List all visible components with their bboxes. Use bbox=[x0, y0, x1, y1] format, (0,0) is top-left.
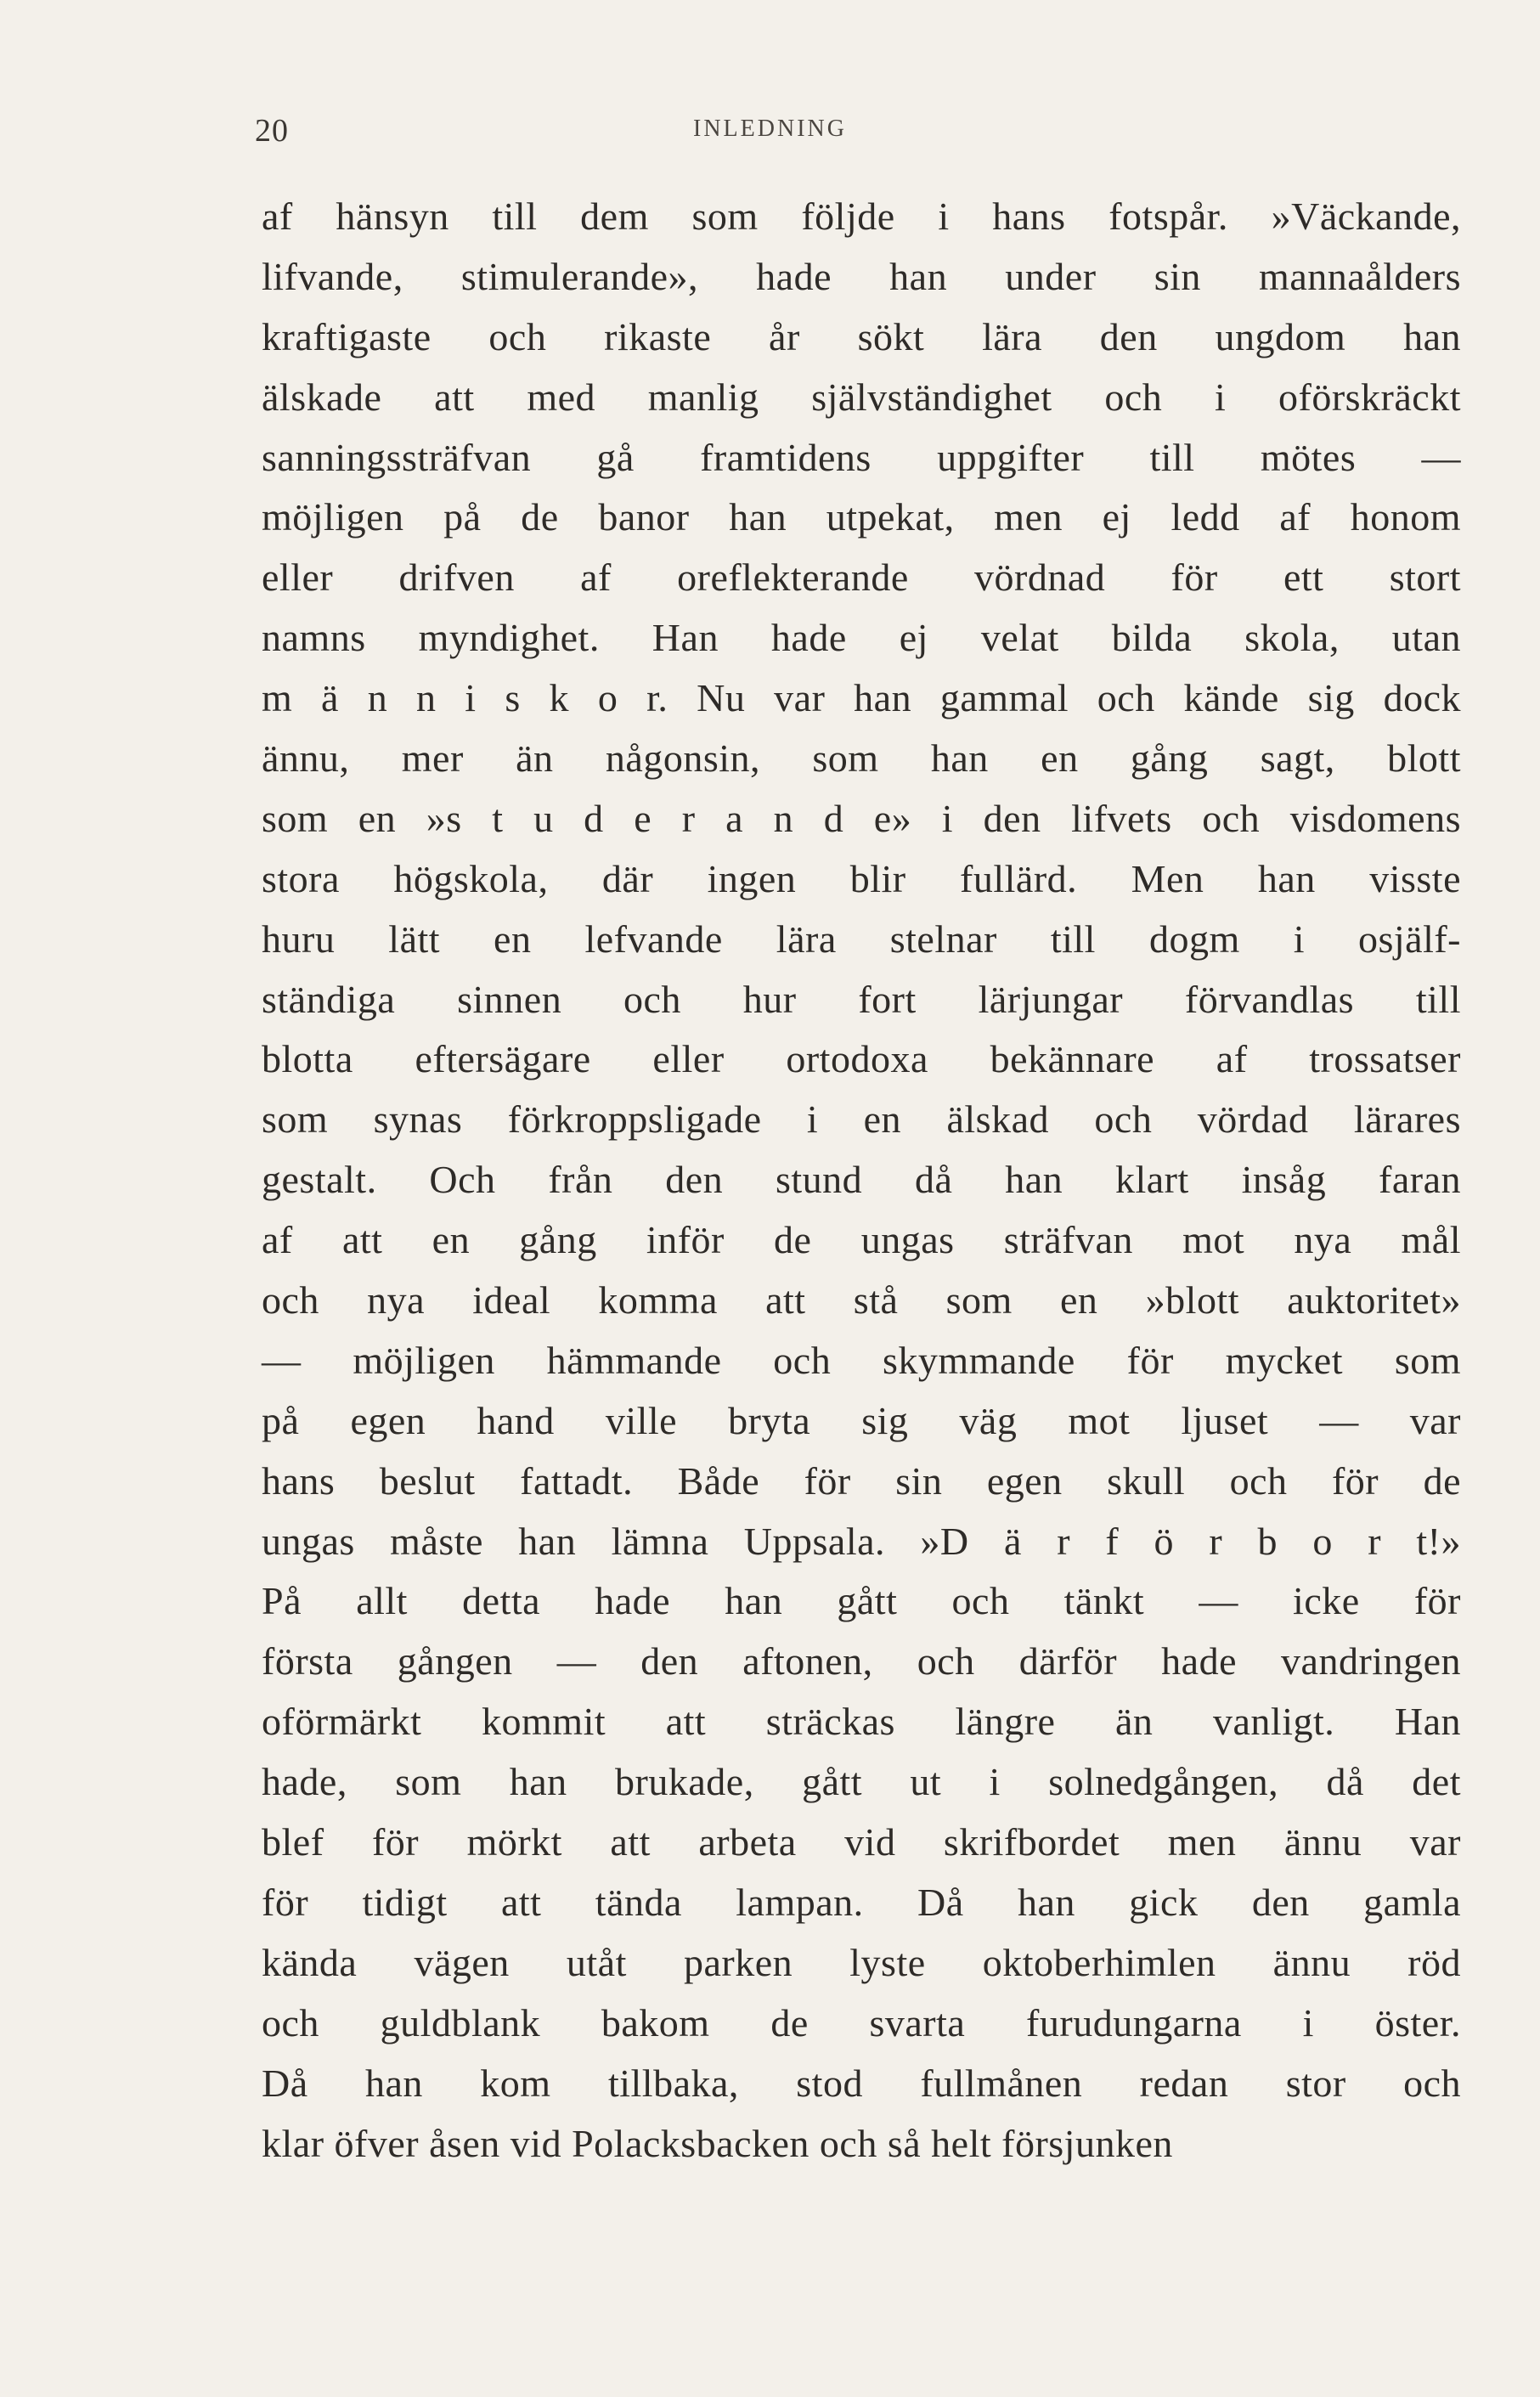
text-line-30: kända vägen utåt parken lyste oktoberhimlen ännu röd bbox=[262, 1940, 1461, 1984]
running-title: INLEDNING bbox=[693, 116, 847, 142]
text-line-22: hans beslut fattadt. Både för sin egen skull och för de bbox=[262, 1458, 1461, 1503]
body-text bbox=[262, 187, 1461, 2174]
text-line-27: hade, som han brukade, gått ut i solnedgången, då det bbox=[262, 1760, 1461, 1804]
text-line-4: älskade att med manlig självständighet och i oförskräckt bbox=[262, 375, 1461, 419]
text-line-21: på egen hand ville bryta sig väg mot ljuset — var bbox=[262, 1398, 1461, 1442]
text-line-25: första gången — den aftonen, och därför hade vandringen bbox=[262, 1639, 1461, 1684]
text-line-1: af hänsyn till dem som följde i hans fotspår. »Väckande, bbox=[262, 195, 1461, 238]
text-line-10: ännu, mer än någonsin, som han en gång sagt, blott bbox=[262, 736, 1461, 781]
text-line-26: oförmärkt kommit att sträckas längre än vanligt. Han bbox=[262, 1700, 1461, 1744]
text-line-3: kraftigaste och rikaste år sökt lära den ungdom han bbox=[262, 314, 1461, 358]
text-line-24: På allt detta hade han gått och tänkt — icke för bbox=[262, 1579, 1461, 1623]
text-line-32: Då han kom tillbaka, stod fullmånen redan stor och bbox=[262, 2061, 1461, 2105]
text-line-15: blotta eftersägare eller ortodoxa bekännare af trossatser bbox=[262, 1037, 1461, 1081]
text-line-18: af att en gång inför de ungas sträfvan mot nya mål bbox=[262, 1218, 1461, 1262]
text-line-14: ständiga sinnen och hur fort lärjungar förvandlas till bbox=[262, 977, 1461, 1021]
text-line-11: som en »s t u d e r a n d e» i den lifvets och visdomens bbox=[262, 796, 1461, 840]
text-line-16: som synas förkroppsligade i en älskad och vördad lärares bbox=[262, 1097, 1461, 1142]
text-line-31: och guldblank bakom de svarta furudungarna i öster. bbox=[262, 2000, 1461, 2044]
text-line-28: blef för mörkt att arbeta vid skrifbordet men ännu var bbox=[262, 1820, 1461, 1864]
text-line-33: klar öfver åsen vid Polacksbacken och så helt försjunken bbox=[262, 2121, 1173, 2165]
text-line-9: m ä n n i s k o r. Nu var han gammal och kände sig dock bbox=[262, 676, 1461, 720]
text-line-19: och nya ideal komma att stå som en »blott auktoritet» bbox=[262, 1278, 1461, 1323]
text-line-23: ungas måste han lämna Uppsala. »D ä r f ö r b o r t!» bbox=[262, 1519, 1461, 1563]
text-line-7: eller drifven af oreflekterande vördnad för ett stort bbox=[262, 556, 1461, 600]
text-line-17: gestalt. Och från den stund då han klart insåg faran bbox=[262, 1158, 1461, 1202]
text-line-20: — möjligen hämmande och skymmande för mycket som bbox=[262, 1338, 1461, 1382]
text-line-13: huru lätt en lefvande lära stelnar till dogm i osjälf- bbox=[262, 916, 1461, 961]
text-line-12: stora högskola, där ingen blir fullärd. Men han visste bbox=[262, 856, 1461, 900]
text-line-8: namns myndighet. Han hade ej velat bilda skola, utan bbox=[262, 616, 1461, 660]
text-line-6: möjligen på de banor han utpekat, men ej ledd af honom bbox=[262, 495, 1461, 539]
page-number: 20 bbox=[255, 113, 289, 149]
text-line-29: för tidigt att tända lampan. Då han gick den gamla bbox=[262, 1880, 1461, 1924]
text-line-2: lifvande, stimulerande», hade han under sin mannaålders bbox=[262, 254, 1461, 298]
text-line-5: sanningssträfvan gå framtidens uppgifter till mötes — bbox=[262, 435, 1461, 479]
